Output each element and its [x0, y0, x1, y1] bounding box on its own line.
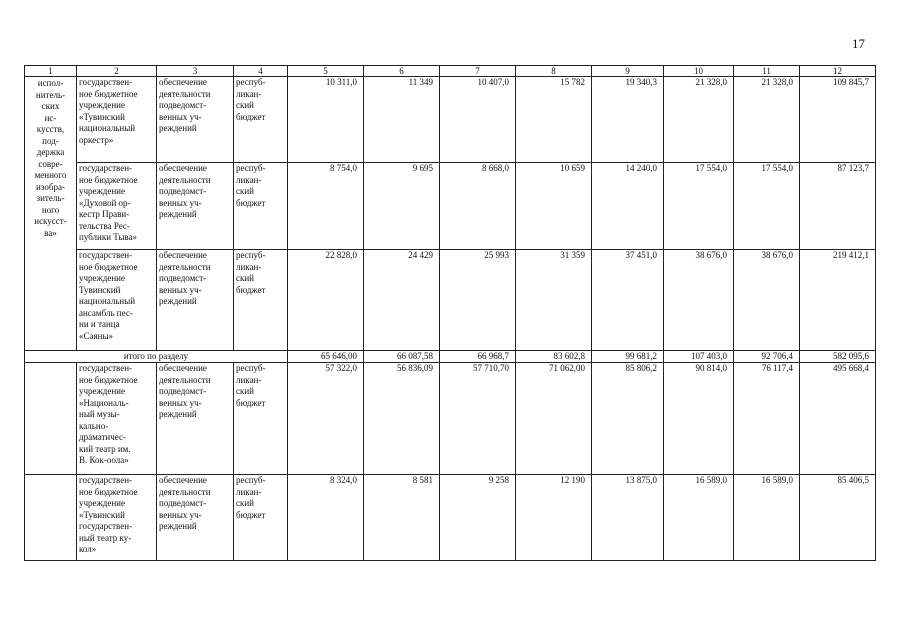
value-cell: 71 062,00: [516, 363, 592, 475]
total-label: итого по разделу: [25, 351, 288, 363]
column-number: 1: [25, 66, 77, 77]
column-number: 2: [77, 66, 157, 77]
value-cell: 17 554,0: [664, 163, 734, 250]
purpose-cell: [157, 475, 234, 561]
budget-cell: [234, 363, 288, 475]
institution-name: государствен- ное бюджетное учреждение «Тувинский национальный оркестр»: [79, 77, 138, 145]
budget-cell: [234, 77, 288, 163]
column-number: 10: [664, 66, 734, 77]
value-cell: 37 451,0: [592, 250, 664, 351]
value-cell: 22 828,0: [288, 250, 364, 351]
total-value: 92 706,4: [734, 351, 800, 363]
value-cell: 15 782: [516, 77, 592, 163]
value-cell: 57 322,0: [288, 363, 364, 475]
table-row: [25, 475, 876, 561]
total-value: 99 681,2: [592, 351, 664, 363]
purpose-text: обеспечение деятельности подведомст- венных уч- реждений: [159, 163, 211, 219]
value-cell: 8 668,0: [440, 163, 516, 250]
value-cell: 85 406,5: [800, 475, 876, 561]
value-cell: 11 349: [364, 77, 440, 163]
purpose-text: обеспечение деятельности подведомст- венных уч- реждений: [159, 475, 211, 531]
column-number: 4: [234, 66, 288, 77]
value-cell: 219 412,1: [800, 250, 876, 351]
budget-source: респуб- ликан- ский бюджет: [236, 475, 266, 520]
total-value: 107 403,0: [664, 351, 734, 363]
budget-cell: [234, 475, 288, 561]
empty-direction-cell: [25, 363, 77, 475]
column-number: 7: [440, 66, 516, 77]
value-cell: 21 328,0: [734, 77, 800, 163]
page-number: 17: [852, 36, 865, 51]
column-number: 5: [288, 66, 364, 77]
institution-cell: [77, 163, 157, 250]
budget-source: респуб- ликан- ский бюджет: [236, 77, 266, 122]
value-cell: 10 311,0: [288, 77, 364, 163]
value-cell: 13 875,0: [592, 475, 664, 561]
empty-direction-cell: [25, 475, 77, 561]
purpose-text: обеспечение деятельности подведомст- венных уч- реждений: [159, 77, 211, 133]
value-cell: 12 190: [516, 475, 592, 561]
purpose-cell: [157, 363, 234, 475]
purpose-cell: [157, 250, 234, 351]
value-cell: 24 429: [364, 250, 440, 351]
value-cell: 85 806,2: [592, 363, 664, 475]
value-cell: 17 554,0: [734, 163, 800, 250]
value-cell: 10 407,0: [440, 77, 516, 163]
value-cell: 109 845,7: [800, 77, 876, 163]
total-value: 66 087,58: [364, 351, 440, 363]
budget-cell: [234, 163, 288, 250]
budget-source: респуб- ликан- ский бюджет: [236, 250, 266, 295]
institution-cell: [77, 250, 157, 351]
institution-name: государствен- ное бюджетное учреждение «Националь- ный музы- кально- драматичес- кий театр им. В. Кок-оола»: [79, 363, 138, 465]
budget-source: респуб- ликан- ский бюджет: [236, 163, 266, 208]
total-value: 83 602,8: [516, 351, 592, 363]
column-number: 11: [734, 66, 800, 77]
column-number: 9: [592, 66, 664, 77]
column-number: 12: [800, 66, 876, 77]
value-cell: 9 695: [364, 163, 440, 250]
column-number: 8: [516, 66, 592, 77]
value-cell: 16 589,0: [734, 475, 800, 561]
institution-cell: [77, 77, 157, 163]
value-cell: 90 814,0: [664, 363, 734, 475]
table-row: [25, 250, 876, 351]
value-cell: 8 754,0: [288, 163, 364, 250]
table-row: [25, 77, 876, 163]
institution-name: государствен- ное бюджетное учреждение «Духовой ор- кестр Прави- тельства Рес- публики Тыва»: [79, 163, 138, 242]
table-row: [25, 363, 876, 475]
value-cell: 25 993: [440, 250, 516, 351]
purpose-text: обеспечение деятельности подведомст- венных уч- реждений: [159, 363, 211, 419]
value-cell: 31 359: [516, 250, 592, 351]
value-cell: 56 836,09: [364, 363, 440, 475]
total-value: 582 095,6: [800, 351, 876, 363]
total-value: 66 968,7: [440, 351, 516, 363]
value-cell: 38 676,0: [664, 250, 734, 351]
institution-cell: [77, 475, 157, 561]
total-row: [25, 351, 876, 363]
value-cell: 19 340,3: [592, 77, 664, 163]
table-row: [25, 163, 876, 250]
value-cell: 495 668,4: [800, 363, 876, 475]
value-cell: 76 117,4: [734, 363, 800, 475]
value-cell: 87 123,7: [800, 163, 876, 250]
column-number: 6: [364, 66, 440, 77]
column-number: 3: [157, 66, 234, 77]
value-cell: 14 240,0: [592, 163, 664, 250]
value-cell: 9 258: [440, 475, 516, 561]
budget-source: респуб- ликан- ский бюджет: [236, 363, 266, 408]
institution-name: государствен- ное бюджетное учреждение Тувинский национальный ансамбль пес- ни и танца «Саяны»: [79, 250, 138, 341]
value-cell: 57 710,70: [440, 363, 516, 475]
value-cell: 10 659: [516, 163, 592, 250]
value-cell: 8 324,0: [288, 475, 364, 561]
purpose-cell: [157, 77, 234, 163]
value-cell: 21 328,0: [664, 77, 734, 163]
purpose-text: обеспечение деятельности подведомст- венных уч- реждений: [159, 250, 211, 306]
budget-cell: [234, 250, 288, 351]
direction-cell: [25, 77, 77, 351]
column-number-row: [25, 66, 876, 77]
institution-name: государствен- ное бюджетное учреждение «Тувинский государствен- ный театр ку- кол»: [79, 475, 138, 554]
value-cell: 8 581: [364, 475, 440, 561]
total-value: 65 646,00: [288, 351, 364, 363]
value-cell: 16 589,0: [664, 475, 734, 561]
purpose-cell: [157, 163, 234, 250]
direction-text: испол- нитель- ских ис- кусств, под- держка совре- менного изобра- зитель- ного искусст- ва»: [34, 78, 67, 238]
budget-table: [24, 65, 876, 561]
value-cell: 38 676,0: [734, 250, 800, 351]
institution-cell: [77, 363, 157, 475]
